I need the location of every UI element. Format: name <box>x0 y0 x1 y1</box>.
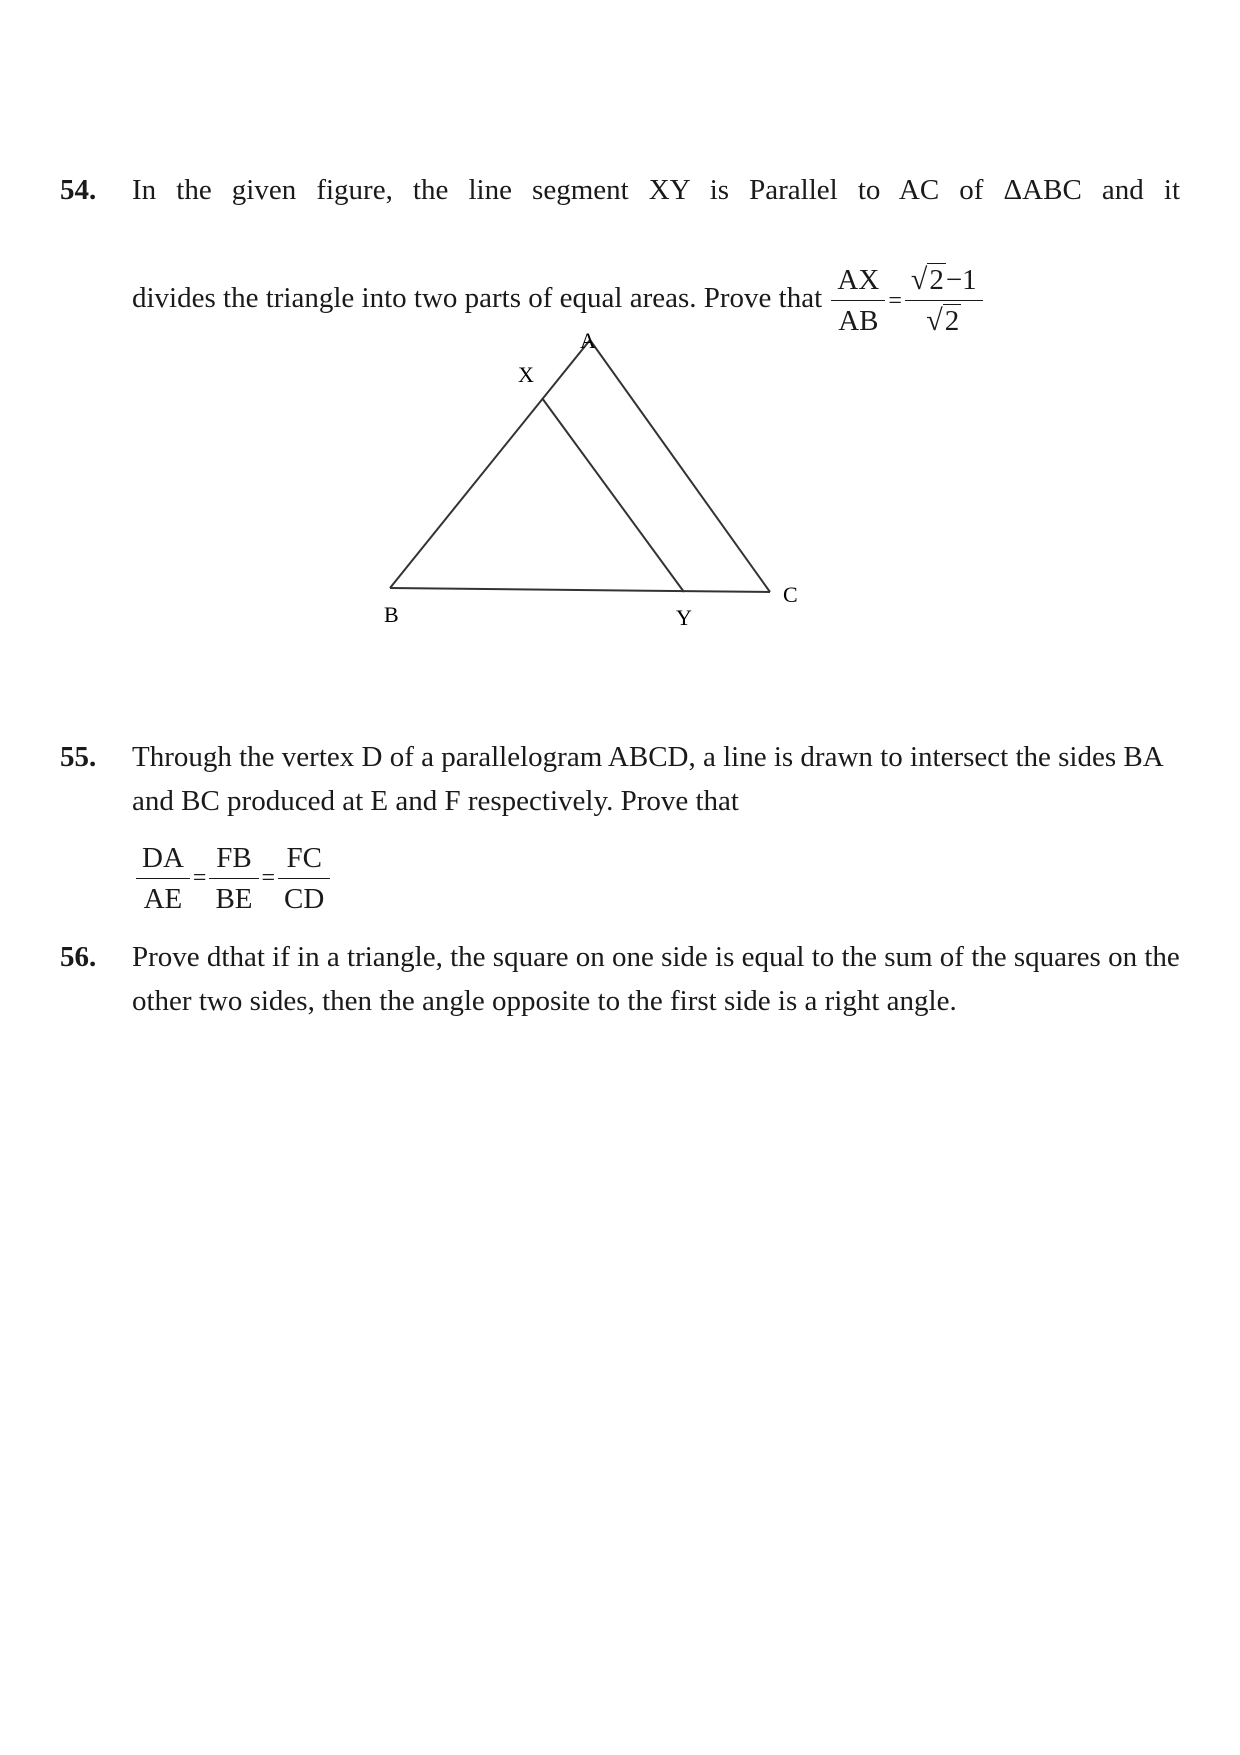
side-ab <box>390 340 590 588</box>
equals-sign: = <box>192 865 207 891</box>
fraction-denominator: AB <box>838 305 879 337</box>
formula-55 <box>134 838 332 919</box>
question-56 <box>60 935 1180 1023</box>
fraction-numerator <box>905 260 983 301</box>
radicand: 2 <box>929 264 944 296</box>
fraction-denominator: BE <box>215 883 253 915</box>
sqrt-expression <box>926 301 961 341</box>
equals-sign: = <box>261 865 276 891</box>
numerator-tail: −1 <box>945 264 977 296</box>
radical-sign: √ <box>910 263 928 296</box>
question-number: 56. <box>60 941 97 973</box>
question-text: Prove dthat if in a triangle, the square on one side is equal to the sum of the squares on the other two sides, then the angle opposite to the first side is a right angle. <box>132 941 1180 1017</box>
fraction-da-ae <box>136 838 190 919</box>
fraction-fc-cd <box>278 838 330 919</box>
question-55 <box>60 735 1180 823</box>
question-text-line2 <box>132 260 985 341</box>
segment-xy <box>542 398 684 592</box>
fraction-ax-ab <box>831 260 885 341</box>
fraction-fb-be <box>209 838 258 919</box>
equals-sign: = <box>888 287 902 314</box>
fraction-denominator: AE <box>143 883 183 915</box>
side-ac <box>590 340 770 592</box>
radicand: 2 <box>944 305 960 337</box>
label-y: Y <box>676 605 692 630</box>
fraction-numerator: AX <box>831 260 885 301</box>
side-bc <box>390 588 770 592</box>
fraction-numerator: DA <box>136 838 190 879</box>
question-text: Through the vertex D of a parallelogram ABCD, a line is drawn to intersect the sides BA and BC produced at E and F respectively. Prove that <box>132 741 1163 817</box>
question-number: 54. <box>60 174 97 206</box>
question-number: 55. <box>60 741 97 773</box>
fraction-numerator: FB <box>209 838 258 879</box>
radical-sign: √ <box>926 304 943 337</box>
fraction-denominator <box>905 301 983 341</box>
label-x: X <box>518 362 534 387</box>
question-text-prove: divides the triangle into two parts of equal areas. Prove that <box>132 282 823 315</box>
fraction-numerator: FC <box>278 838 330 879</box>
fraction-denominator: CD <box>284 883 325 915</box>
question-54 <box>60 168 1180 337</box>
fraction-sqrt <box>905 260 983 341</box>
sqrt-expression <box>911 260 946 300</box>
label-b: B <box>384 602 399 627</box>
label-c: C <box>783 582 798 607</box>
question-text-line1: In the given figure, the line segment XY is Parallel to AC of ΔABC and it <box>132 174 1180 206</box>
triangle-figure <box>330 330 850 700</box>
label-a: A <box>580 330 596 353</box>
